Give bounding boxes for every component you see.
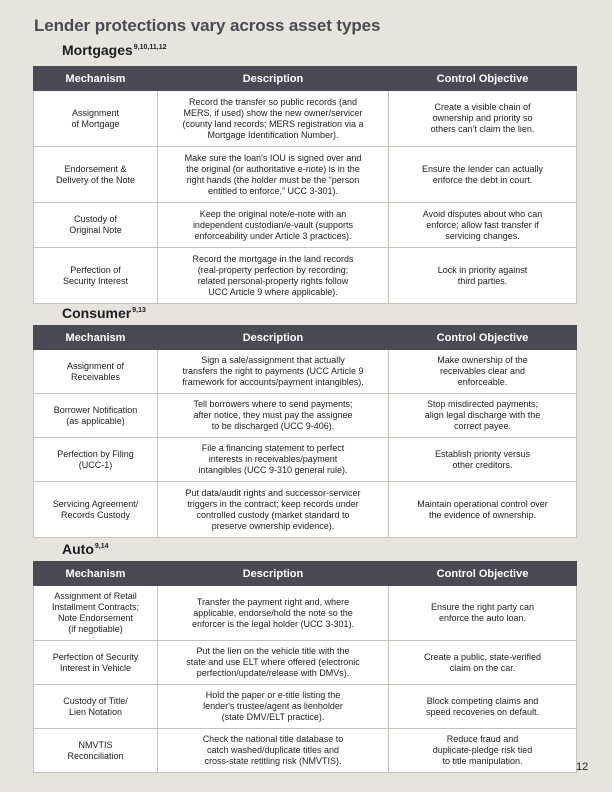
- footnote-refs: 9,10,11,12: [133, 44, 167, 52]
- auto-table: [33, 561, 577, 773]
- objective-cell: Create a visible chain of ownership and priority so others can't claim the lien.: [389, 91, 577, 147]
- footnote-refs: 9,13: [132, 307, 146, 315]
- table-row: [34, 586, 577, 641]
- mechanism-cell: Assignment of Receivables: [34, 350, 158, 394]
- column-header-control-objective: Control Objective: [389, 562, 577, 586]
- objective-cell: Ensure the right party can enforce the auto loan.: [389, 586, 577, 641]
- section-title: Consumer: [62, 305, 132, 321]
- objective-cell: Make ownership of the receivables clear and enforceable.: [389, 350, 577, 394]
- description-cell: File a financing statement to perfect interests in receivables/payment intangibles (UCC 9-310 general rule).: [158, 438, 389, 482]
- mechanism-cell: Custody of Original Note: [34, 203, 158, 248]
- column-header-description: Description: [158, 326, 389, 350]
- section-heading-consumer: [62, 305, 146, 321]
- page-title: Lender protections vary across asset types: [34, 16, 381, 35]
- mechanism-cell: Custody of Title/ Lien Notation: [34, 685, 158, 729]
- mechanism-cell: NMVTIS Reconciliation: [34, 729, 158, 773]
- mechanism-cell: Perfection of Security Interest in Vehicle: [34, 641, 158, 685]
- section-title: Auto: [62, 541, 94, 557]
- description-cell: Record the mortgage in the land records (real-property perfection by recording; related personal-property rights follow UCC Article 9 where applicable).: [158, 248, 389, 304]
- table-header-row: [34, 67, 577, 91]
- objective-cell: Stop misdirected payments; align legal discharge with the correct payee.: [389, 394, 577, 438]
- table-row: [34, 248, 577, 304]
- table-row: [34, 91, 577, 147]
- table-row: [34, 482, 577, 538]
- column-header-description: Description: [158, 562, 389, 586]
- mechanism-cell: Servicing Agreement/ Records Custody: [34, 482, 158, 538]
- objective-cell: Create a public, state-verified claim on the car.: [389, 641, 577, 685]
- description-cell: Check the national title database to catch washed/duplicate titles and cross-state retitling risk (NMVTIS).: [158, 729, 389, 773]
- section-heading-auto: [62, 541, 109, 557]
- description-cell: Keep the original note/e-note with an independent custodian/e-vault (supports enforceability under Article 3 practices).: [158, 203, 389, 248]
- mechanism-cell: Assignment of Retail Installment Contracts; Note Endorsement (if negotiable): [34, 586, 158, 641]
- table-row: [34, 203, 577, 248]
- mechanism-cell: Borrower Notification (as applicable): [34, 394, 158, 438]
- objective-cell: Establish priority versus other creditors.: [389, 438, 577, 482]
- table-header-row: [34, 326, 577, 350]
- objective-cell: Lock in priority against third parties.: [389, 248, 577, 304]
- section-title: Mortgages: [62, 42, 133, 58]
- mechanism-cell: Assignment of Mortgage: [34, 91, 158, 147]
- mechanism-cell: Perfection of Security Interest: [34, 248, 158, 304]
- description-cell: Tell borrowers where to send payments; after notice, they must pay the assignee to be discharged (UCC 9-406).: [158, 394, 389, 438]
- table-row: [34, 729, 577, 773]
- mechanism-cell: Perfection by Filing (UCC-1): [34, 438, 158, 482]
- objective-cell: Ensure the lender can actually enforce the debt in court.: [389, 147, 577, 203]
- mechanism-cell: Endorsement & Delivery of the Note: [34, 147, 158, 203]
- table-row: [34, 147, 577, 203]
- consumer-table: [33, 325, 577, 538]
- table-row: [34, 394, 577, 438]
- description-cell: Hold the paper or e-title listing the lender's trustee/agent as lienholder (state DMV/ELT practice).: [158, 685, 389, 729]
- column-header-mechanism: Mechanism: [34, 562, 158, 586]
- table-row: [34, 685, 577, 729]
- objective-cell: Maintain operational control over the evidence of ownership.: [389, 482, 577, 538]
- description-cell: Put the lien on the vehicle title with the state and use ELT where offered (electronic perfection/update/release with DMVs).: [158, 641, 389, 685]
- table-row: [34, 350, 577, 394]
- description-cell: Transfer the payment right and, where applicable, endorse/hold the note so the enforcer is the legal holder (UCC 3-301).: [158, 586, 389, 641]
- objective-cell: Reduce fraud and duplicate-pledge risk tied to title manipulation.: [389, 729, 577, 773]
- page-number: 12: [576, 761, 589, 773]
- objective-cell: Block competing claims and speed recoveries on default.: [389, 685, 577, 729]
- mortgages-table: [33, 66, 577, 304]
- table-row: [34, 641, 577, 685]
- description-cell: Put data/audit rights and successor-servicer triggers in the contract; keep records under controlled custody (market standard to preserve ownership evidence).: [158, 482, 389, 538]
- column-header-control-objective: Control Objective: [389, 67, 577, 91]
- table-header-row: [34, 562, 577, 586]
- column-header-description: Description: [158, 67, 389, 91]
- objective-cell: Avoid disputes about who can enforce; allow fast transfer if servicing changes.: [389, 203, 577, 248]
- description-cell: Record the transfer so public records (and MERS, if used) show the new owner/servicer (county land records; MERS registration via a Mortgage Identification Number).: [158, 91, 389, 147]
- column-header-mechanism: Mechanism: [34, 326, 158, 350]
- section-heading-mortgages: [62, 42, 167, 58]
- table-row: [34, 438, 577, 482]
- description-cell: Make sure the loan's IOU is signed over and the original (or authoritative e-note) is in the right hands (the holder must be the “person entitled to enforce,” UCC 3-301).: [158, 147, 389, 203]
- column-header-mechanism: Mechanism: [34, 67, 158, 91]
- footnote-refs: 9,14: [94, 543, 109, 551]
- description-cell: Sign a sale/assignment that actually transfers the right to payments (UCC Article 9 framework for accounts/payment intangibles).: [158, 350, 389, 394]
- column-header-control-objective: Control Objective: [389, 326, 577, 350]
